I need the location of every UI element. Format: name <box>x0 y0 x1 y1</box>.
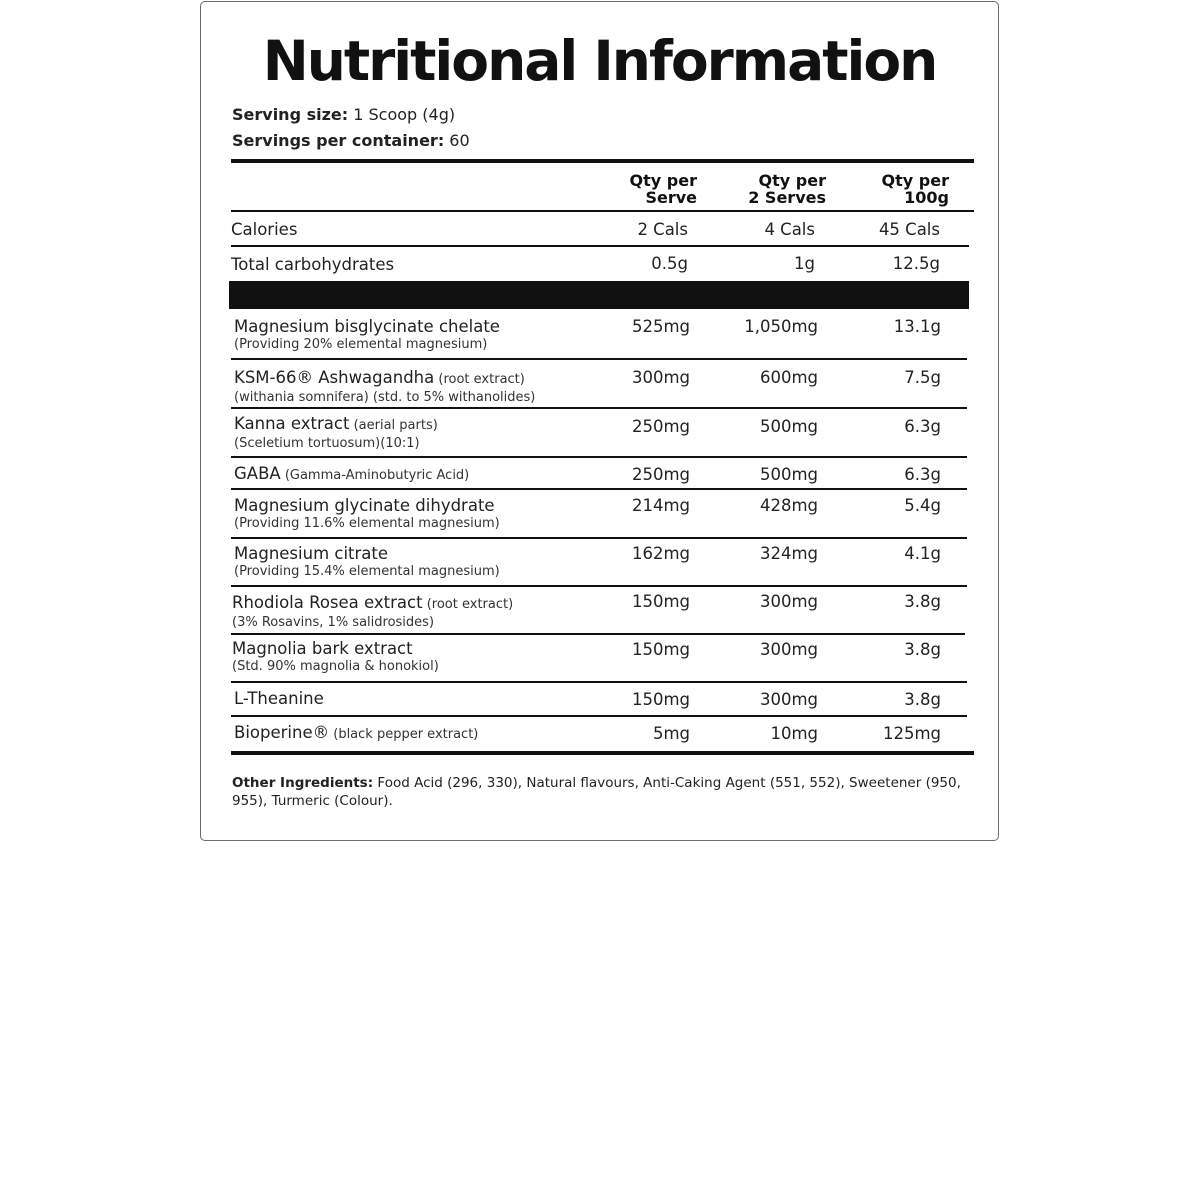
top-rule <box>231 159 974 163</box>
ingredient-serve: 150mg <box>631 690 690 709</box>
ingredient-name-text: GABA <box>234 464 281 483</box>
servings-per-container-value: 60 <box>444 131 470 150</box>
ingredient-serve: 525mg <box>631 317 690 336</box>
ingredient-detail: (Providing 15.4% elemental magnesium) <box>234 564 500 579</box>
ingredient-per-100g: 3.8g <box>904 592 941 611</box>
row-divider <box>231 407 967 409</box>
other-ingredients-label: Other Ingredients: <box>232 775 374 791</box>
ingredient-detail: (Providing 20% elemental magnesium) <box>234 337 488 352</box>
col-header-serve-line1: Qty per <box>629 171 697 190</box>
ingredient-per-100g: 125mg <box>882 724 941 743</box>
ingredient-name <box>232 639 439 675</box>
summary-row-per-100g: 45 Cals <box>878 220 940 239</box>
ingredient-inline-note: (black pepper extract) <box>329 727 479 742</box>
ingredient-name <box>234 414 438 452</box>
ingredient-two-serves: 428mg <box>759 496 818 515</box>
ingredient-inline-note: (root extract) <box>422 597 514 612</box>
ingredient-name <box>234 544 500 580</box>
page-title: Nutritional Information <box>262 29 937 93</box>
other-ingredients <box>232 774 982 810</box>
ingredient-two-serves: 10mg <box>770 724 818 743</box>
ingredient-name <box>234 464 469 486</box>
other-ingredients-text: Food Acid (296, 330), Natural flavours, Anti-Caking Agent (551, 552), Sweetener (950, 955), Turmeric (Colour). <box>232 775 961 809</box>
ingredient-name-text: Bioperine® <box>234 723 330 742</box>
nutrition-panel <box>200 1 999 841</box>
row-divider <box>231 245 969 247</box>
row-divider <box>231 456 967 458</box>
ingredient-two-serves: 500mg <box>759 417 818 436</box>
summary-row-serve: 0.5g <box>651 254 688 273</box>
ingredient-per-100g: 13.1g <box>893 317 941 336</box>
ingredient-name <box>234 317 500 353</box>
ingredient-inline-note: (aerial parts) <box>349 418 438 433</box>
col-header-serve-line2: Serve <box>645 188 697 207</box>
row-divider <box>231 633 965 635</box>
header-rule <box>231 210 974 212</box>
ingredient-detail: (Std. 90% magnolia & honokiol) <box>232 659 439 674</box>
serving-size <box>232 105 455 125</box>
ingredient-name <box>234 368 535 406</box>
ingredient-two-serves: 300mg <box>759 640 818 659</box>
col-header-two-serves <box>748 172 826 206</box>
ingredient-serve: 250mg <box>631 417 690 436</box>
ingredient-name-text: Magnesium bisglycinate chelate <box>234 317 500 336</box>
ingredient-two-serves: 300mg <box>759 690 818 709</box>
ingredient-serve: 250mg <box>631 465 690 484</box>
ingredient-name <box>234 723 478 745</box>
ingredient-two-serves: 500mg <box>759 465 818 484</box>
ingredient-name-text: Kanna extract <box>234 414 350 433</box>
ingredient-per-100g: 6.3g <box>904 465 941 484</box>
row-divider <box>231 488 967 490</box>
ingredient-per-100g: 7.5g <box>904 368 941 387</box>
col-header-serve <box>630 172 697 206</box>
ingredient-name-text: Rhodiola Rosea extract <box>232 593 423 612</box>
ingredient-two-serves: 324mg <box>759 544 818 563</box>
ingredient-serve: 150mg <box>631 640 690 659</box>
row-divider <box>231 358 967 360</box>
summary-row-label: Total carbohydrates <box>231 255 395 274</box>
summary-row-label: Calories <box>231 220 298 239</box>
ingredient-detail: (Providing 11.6% elemental magnesium) <box>234 516 500 531</box>
ingredient-name-text: L-Theanine <box>234 689 324 708</box>
ingredient-two-serves: 300mg <box>759 592 818 611</box>
ingredient-two-serves: 1,050mg <box>744 317 818 336</box>
ingredient-name <box>232 593 513 631</box>
ingredient-name <box>234 689 324 709</box>
ingredient-per-100g: 6.3g <box>904 417 941 436</box>
ingredient-two-serves: 600mg <box>759 368 818 387</box>
serving-size-label: Serving size: <box>232 105 349 124</box>
ingredient-name-text: Magnesium citrate <box>234 544 389 563</box>
servings-per-container <box>232 131 470 151</box>
ingredient-name-text: Magnesium glycinate dihydrate <box>234 496 495 515</box>
serving-size-value: 1 Scoop (4g) <box>348 105 456 124</box>
section-bar <box>229 281 969 309</box>
ingredient-serve: 300mg <box>631 368 690 387</box>
ingredient-per-100g: 4.1g <box>904 544 941 563</box>
bottom-rule <box>231 751 974 755</box>
ingredient-name <box>234 496 500 532</box>
ingredient-serve: 162mg <box>631 544 690 563</box>
ingredient-per-100g: 3.8g <box>904 690 941 709</box>
ingredient-per-100g: 3.8g <box>904 640 941 659</box>
ingredient-detail: (Sceletium tortuosum)(10:1) <box>234 436 420 451</box>
summary-row-serve: 2 Cals <box>637 220 688 239</box>
summary-row-two-serves: 4 Cals <box>764 220 815 239</box>
ingredient-inline-note: (Gamma-Aminobutyric Acid) <box>280 468 470 483</box>
row-divider <box>231 715 967 717</box>
ingredient-per-100g: 5.4g <box>904 496 941 515</box>
ingredient-name-text: KSM-66® Ashwagandha <box>234 368 435 387</box>
col-header-two-serves-line2: 2 Serves <box>748 188 826 207</box>
row-divider <box>231 537 967 539</box>
col-header-per-100g-line2: 100g <box>904 188 949 207</box>
row-divider <box>231 585 967 587</box>
col-header-two-serves-line1: Qty per <box>758 171 826 190</box>
ingredient-name-text: Magnolia bark extract <box>232 639 413 658</box>
ingredient-detail: (3% Rosavins, 1% salidrosides) <box>232 615 435 630</box>
summary-row-two-serves: 1g <box>794 254 815 273</box>
ingredient-serve: 214mg <box>631 496 690 515</box>
summary-row-per-100g: 12.5g <box>892 254 940 273</box>
col-header-per-100g-line1: Qty per <box>881 171 949 190</box>
servings-per-container-label: Servings per container: <box>232 131 445 150</box>
ingredient-inline-note: (root extract) <box>434 372 525 387</box>
row-divider <box>231 681 967 683</box>
ingredient-serve: 150mg <box>631 592 690 611</box>
ingredient-detail: (withania somnifera) (std. to 5% withanolides) <box>234 390 536 405</box>
ingredient-serve: 5mg <box>652 724 690 743</box>
col-header-per-100g <box>882 172 949 206</box>
